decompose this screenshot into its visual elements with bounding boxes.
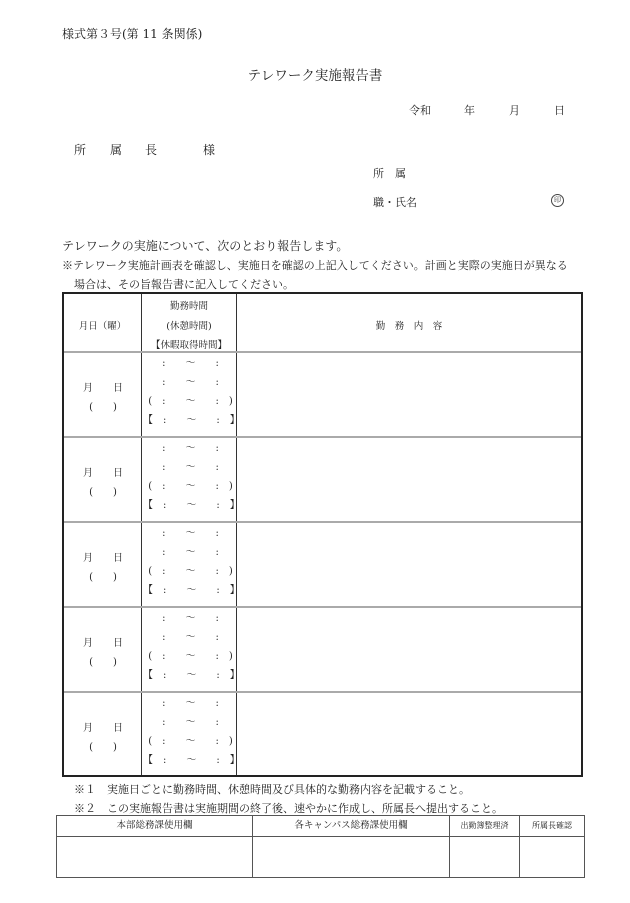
work-time-field[interactable]: : ～ : bbox=[162, 443, 219, 454]
header-hours-line2: (休憩時間) bbox=[166, 321, 212, 332]
table-row bbox=[64, 693, 581, 778]
break-time-field[interactable]: ( : ～ : ) bbox=[148, 566, 233, 577]
day-label: 日 bbox=[113, 553, 123, 564]
header-attendance-processed: 出勤簿整理済 bbox=[460, 821, 509, 830]
addressee-char-1: 所 bbox=[74, 143, 87, 157]
table-row bbox=[64, 353, 581, 438]
month-label: 月 bbox=[83, 468, 93, 479]
table-row bbox=[64, 523, 581, 608]
row-month-day bbox=[64, 549, 142, 564]
addressee-char-3: 長 bbox=[145, 143, 158, 157]
work-time-field[interactable]: : ～ : bbox=[162, 377, 219, 388]
header-date: 月日（曜） bbox=[78, 321, 127, 332]
time-entries bbox=[143, 524, 238, 600]
work-time-field[interactable]: : ～ : bbox=[162, 613, 219, 624]
table-row bbox=[64, 438, 581, 523]
weekday-field[interactable]: ( ) bbox=[89, 572, 117, 583]
date-year-label: 年 bbox=[464, 104, 475, 117]
day-label: 日 bbox=[113, 468, 123, 479]
row-month-day bbox=[64, 464, 142, 479]
weekday-field[interactable]: ( ) bbox=[89, 657, 117, 668]
instruction-note-line2: 場合は、その旨報告書に記入してください。 bbox=[74, 278, 294, 291]
hq-general-affairs-field[interactable] bbox=[57, 837, 252, 877]
work-time-field[interactable]: : ～ : bbox=[162, 547, 219, 558]
time-entries bbox=[143, 609, 238, 685]
table-row bbox=[64, 608, 581, 693]
work-content-field[interactable] bbox=[239, 523, 581, 608]
day-label: 日 bbox=[113, 723, 123, 734]
break-time-field[interactable]: ( : ～ : ) bbox=[148, 651, 233, 662]
work-content-field[interactable] bbox=[239, 438, 581, 523]
weekday-field[interactable]: ( ) bbox=[89, 402, 117, 413]
day-label: 日 bbox=[113, 383, 123, 394]
work-time-field[interactable]: : ～ : bbox=[162, 358, 219, 369]
office-use-table bbox=[56, 815, 585, 878]
affiliation-label: 所 属 bbox=[373, 167, 406, 180]
date-era: 令和 bbox=[409, 104, 431, 117]
work-time-field[interactable]: : ～ : bbox=[162, 632, 219, 643]
leave-time-field[interactable]: 【 : ～ : 】 bbox=[143, 500, 240, 511]
leave-time-field[interactable]: 【 : ～ : 】 bbox=[143, 585, 240, 596]
header-hq-general-affairs: 本部総務課使用欄 bbox=[116, 820, 193, 831]
break-time-field[interactable]: ( : ～ : ) bbox=[148, 396, 233, 407]
date-month-label: 月 bbox=[509, 104, 520, 117]
day-label: 日 bbox=[113, 638, 123, 649]
weekday-field[interactable]: ( ) bbox=[89, 742, 117, 753]
work-time-field[interactable]: : ～ : bbox=[162, 528, 219, 539]
attendance-processed-field[interactable] bbox=[450, 837, 519, 877]
break-time-field[interactable]: ( : ～ : ) bbox=[148, 481, 233, 492]
addressee-char-2: 属 bbox=[110, 143, 123, 157]
row-month-day bbox=[64, 379, 142, 394]
header-campus-general-affairs: 各キャンパス総務課使用欄 bbox=[294, 820, 408, 831]
header-hours-line1: 勤務時間 bbox=[169, 301, 208, 312]
header-content: 勤 務 内 容 bbox=[375, 321, 443, 332]
work-time-field[interactable]: : ～ : bbox=[162, 698, 219, 709]
supervisor-confirm-field[interactable] bbox=[520, 837, 584, 877]
time-entries bbox=[143, 694, 238, 770]
work-time-field[interactable]: : ～ : bbox=[162, 717, 219, 728]
break-time-field[interactable]: ( : ～ : ) bbox=[148, 736, 233, 747]
month-label: 月 bbox=[83, 723, 93, 734]
instruction-note-line1: ※テレワーク実施計画表を確認し、実施日を確認の上記入してください。計画と実際の実施日が異なる bbox=[62, 259, 568, 272]
report-table bbox=[62, 292, 583, 777]
leave-time-field[interactable]: 【 : ～ : 】 bbox=[143, 670, 240, 681]
month-label: 月 bbox=[83, 638, 93, 649]
leave-time-field[interactable]: 【 : ～ : 】 bbox=[143, 415, 240, 426]
header-supervisor-confirm: 所属長確認 bbox=[532, 821, 572, 830]
seal-mark-icon: 印 bbox=[551, 194, 564, 207]
document-title: テレワーク実施報告書 bbox=[247, 68, 383, 84]
footnote-2: ※２ この実施報告書は実施期間の終了後、速やかに作成し、所属長へ提出すること。 bbox=[74, 802, 503, 815]
name-label: 職・氏名 bbox=[373, 196, 417, 209]
time-entries bbox=[143, 439, 238, 515]
campus-general-affairs-field[interactable] bbox=[253, 837, 449, 877]
intro-text: テレワークの実施について、次のとおり報告します。 bbox=[62, 239, 349, 253]
row-month-day bbox=[64, 634, 142, 649]
footnote-1: ※１ 実施日ごとに勤務時間、休憩時間及び具体的な勤務内容を記載すること。 bbox=[74, 783, 470, 796]
addressee-honorific: 様 bbox=[203, 143, 216, 157]
work-content-field[interactable] bbox=[239, 608, 581, 693]
header-hours-line3: 【休暇取得時間】 bbox=[150, 340, 227, 351]
work-time-field[interactable]: : ～ : bbox=[162, 462, 219, 473]
leave-time-field[interactable]: 【 : ～ : 】 bbox=[143, 755, 240, 766]
form-number: 様式第３号(第 11 条関係) bbox=[62, 27, 203, 41]
month-label: 月 bbox=[83, 383, 93, 394]
month-label: 月 bbox=[83, 553, 93, 564]
work-content-field[interactable] bbox=[239, 353, 581, 438]
date-day-label: 日 bbox=[554, 104, 565, 117]
weekday-field[interactable]: ( ) bbox=[89, 487, 117, 498]
work-content-field[interactable] bbox=[239, 693, 581, 778]
row-month-day bbox=[64, 719, 142, 734]
time-entries bbox=[143, 354, 238, 430]
